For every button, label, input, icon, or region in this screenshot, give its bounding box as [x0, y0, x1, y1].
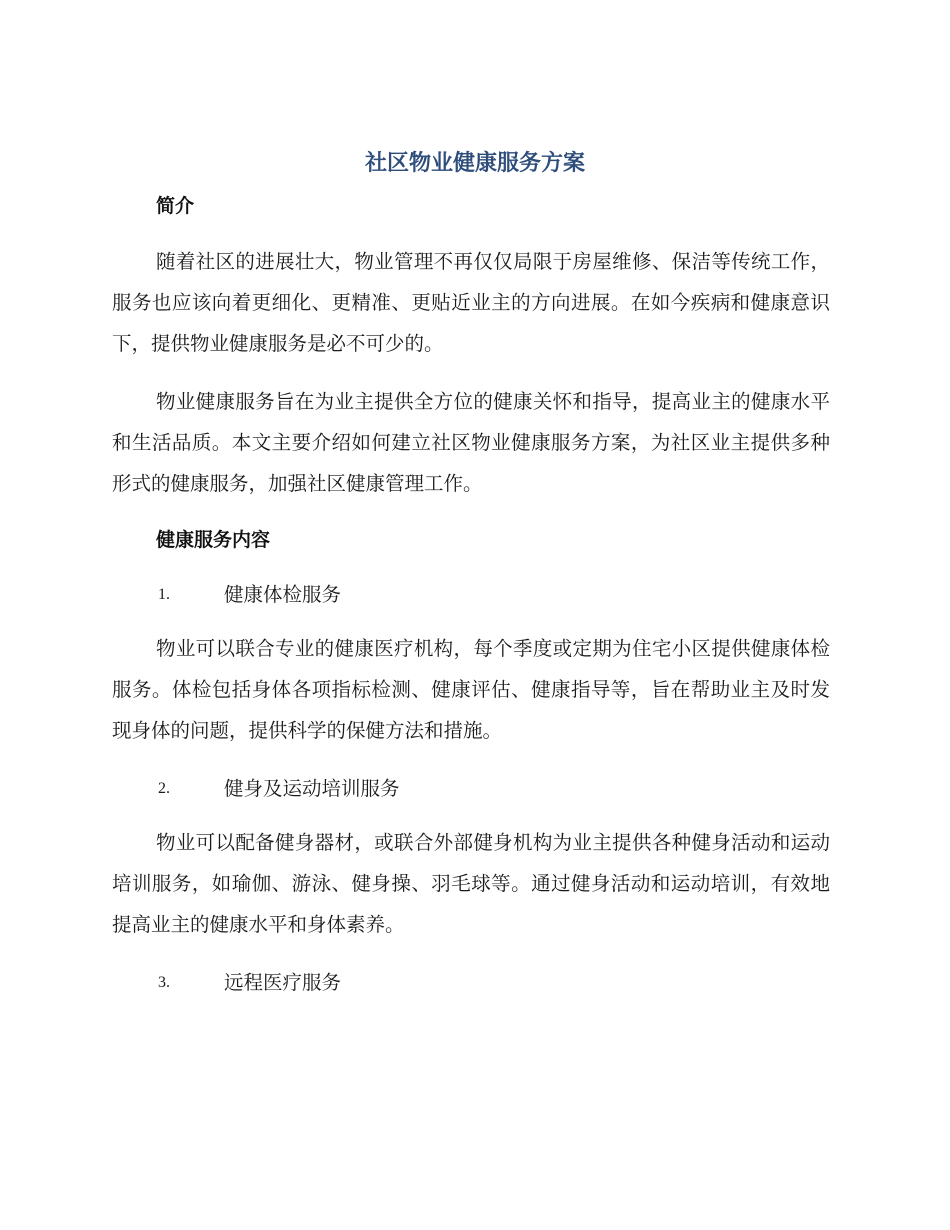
list-label: 远程医疗服务 — [224, 971, 342, 994]
list-number: 2. — [158, 780, 170, 797]
intro-paragraph-1: 随着社区的进展壮大，物业管理不再仅仅局限于房屋维修、保洁等传统工作，服务也应该向着更细化、更精准、更贴近业主的方向进展。在如今疾病和健康意识下，提供物业健康服务是必不可少的。 — [112, 250, 830, 355]
list-item-health-checkup — [158, 580, 758, 610]
document-title: 社区物业健康服务方案 — [364, 151, 585, 176]
list-item-telemedicine — [158, 968, 758, 998]
section-heading-intro: 简介 — [156, 195, 195, 217]
section-heading-content: 健康服务内容 — [156, 529, 271, 551]
list-item-fitness-training — [158, 774, 758, 804]
item-2-description: 物业可以配备健身器材，或联合外部健身机构为业主提供各种健身活动和运动培训服务，如瑜伽、游泳、健身操、羽毛球等。通过健身活动和运动培训，有效地提高业主的健康水平和身体素养。 — [112, 831, 830, 936]
list-label: 健身及运动培训服务 — [224, 777, 400, 800]
item-1-description: 物业可以联合专业的健康医疗机构，每个季度或定期为住宅小区提供健康体检服务。体检包括身体各项指标检测、健康评估、健康指导等，旨在帮助业主及时发现身体的问题，提供科学的保健方法和措施。 — [112, 637, 830, 742]
list-number: 3. — [158, 974, 170, 991]
list-number: 1. — [158, 586, 170, 603]
intro-paragraph-2: 物业健康服务旨在为业主提供全方位的健康关怀和指导，提高业主的健康水平和生活品质。本文主要介绍如何建立社区物业健康服务方案，为社区业主提供多种形式的健康服务，加强社区健康管理工作。 — [112, 390, 830, 495]
list-label: 健康体检服务 — [224, 583, 342, 606]
